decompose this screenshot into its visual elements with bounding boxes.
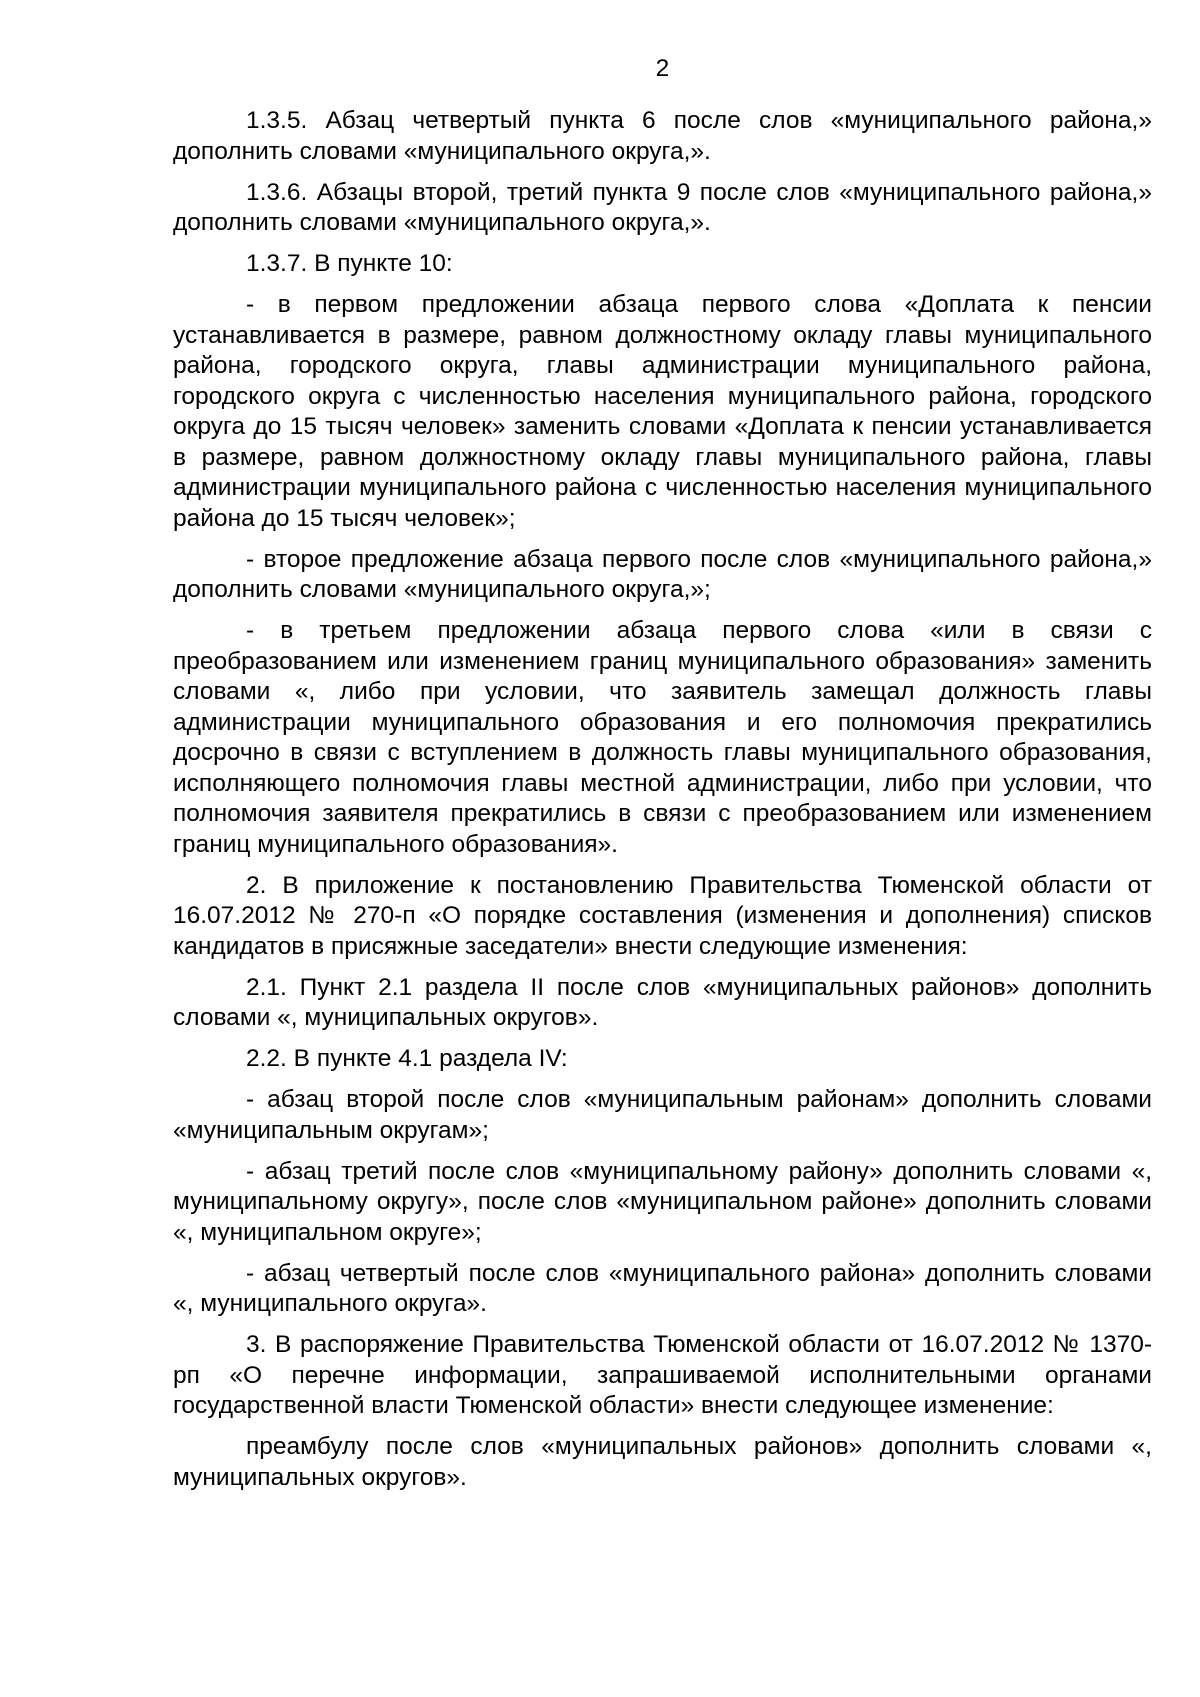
page-number: 2 — [655, 55, 670, 82]
paragraph-1-3-7-item-2: - второе предложение абзаца первого после слов «муниципального района,» дополнить словами «муниципального округа,»; — [173, 545, 1152, 603]
paragraph-2-1: 2.1. Пункт 2.1 раздела II после слов «муниципальных районов» дополнить словами «, муниципальных округов». — [173, 973, 1152, 1031]
paragraph-1-3-6: 1.3.6. Абзацы второй, третий пункта 9 после слов «муниципального района,» дополнить словами «муниципального округа,». — [173, 178, 1152, 236]
paragraph-3: 3. В распоряжение Правительства Тюменской области от 16.07.2012 № 1370-рп «О перечне информации, запрашиваемой исполнительными органами государственной власти Тюменской области» внести следующее изменение: — [173, 1331, 1152, 1419]
paragraph-2-2-item-2: - абзац третий после слов «муниципальному району» дополнить словами «, муниципальному округу», после слов «муниципальном районе» дополнить словами «, муниципальном округе»; — [173, 1157, 1152, 1246]
paragraph-2-2-item-1: - абзац второй после слов «муниципальным районам» дополнить словами «муниципальным округам»; — [173, 1086, 1152, 1144]
paragraph-2-2: 2.2. В пункте 4.1 раздела IV: — [246, 1045, 568, 1072]
paragraph-2: 2. В приложение к постановлению Правительства Тюменской области от 16.07.2012 № 270-п «О порядке составления (изменения и дополнения) списков кандидатов в присяжные заседатели» внести следующие изменения: — [173, 871, 1152, 960]
paragraph-1-3-7-item-1: - в первом предложении абзаца первого слова «Доплата к пенсии устанавливается в размере, равном должностному окладу главы муниципального района, городского округа, главы администрации муниципального района, городского округа с численностью населения муниципального района, городского округа до 15 тысяч человек» заменить словами «Доплата к пенсии устанавливается в размере, равном должностному окладу главы муниципального района, главы администрации муниципального района с численностью населения муниципального района до 15 тысяч человек»; — [173, 291, 1152, 532]
paragraph-1-3-5: 1.3.5. Абзац четвертый пункта 6 после слов «муниципального района,» дополнить словами «муниципального округа,». — [173, 107, 1152, 165]
paragraph-1-3-7: 1.3.7. В пункте 10: — [246, 250, 453, 277]
paragraph-2-2-item-3: - абзац четвертый после слов «муниципального района» дополнить словами «, муниципального округа». — [173, 1259, 1152, 1317]
paragraph-1-3-7-item-3: - в третьем предложении абзаца первого слова «или в связи с преобразованием или изменением границ муниципального образования» заменить словами «, либо при условии, что заявитель замещал должность главы администрации муниципального образования и его полномочия прекратились досрочно в связи с вступлением в должность главы муниципального образования, исполняющего полномочия главы местной администрации, либо при условии, что полномочия заявителя прекратились в связи с преобразованием или изменением границ муниципального образования». — [173, 617, 1152, 858]
paragraph-3-preamble: преамбулу после слов «муниципальных районов» дополнить словами «, муниципальных округов». — [173, 1433, 1152, 1491]
